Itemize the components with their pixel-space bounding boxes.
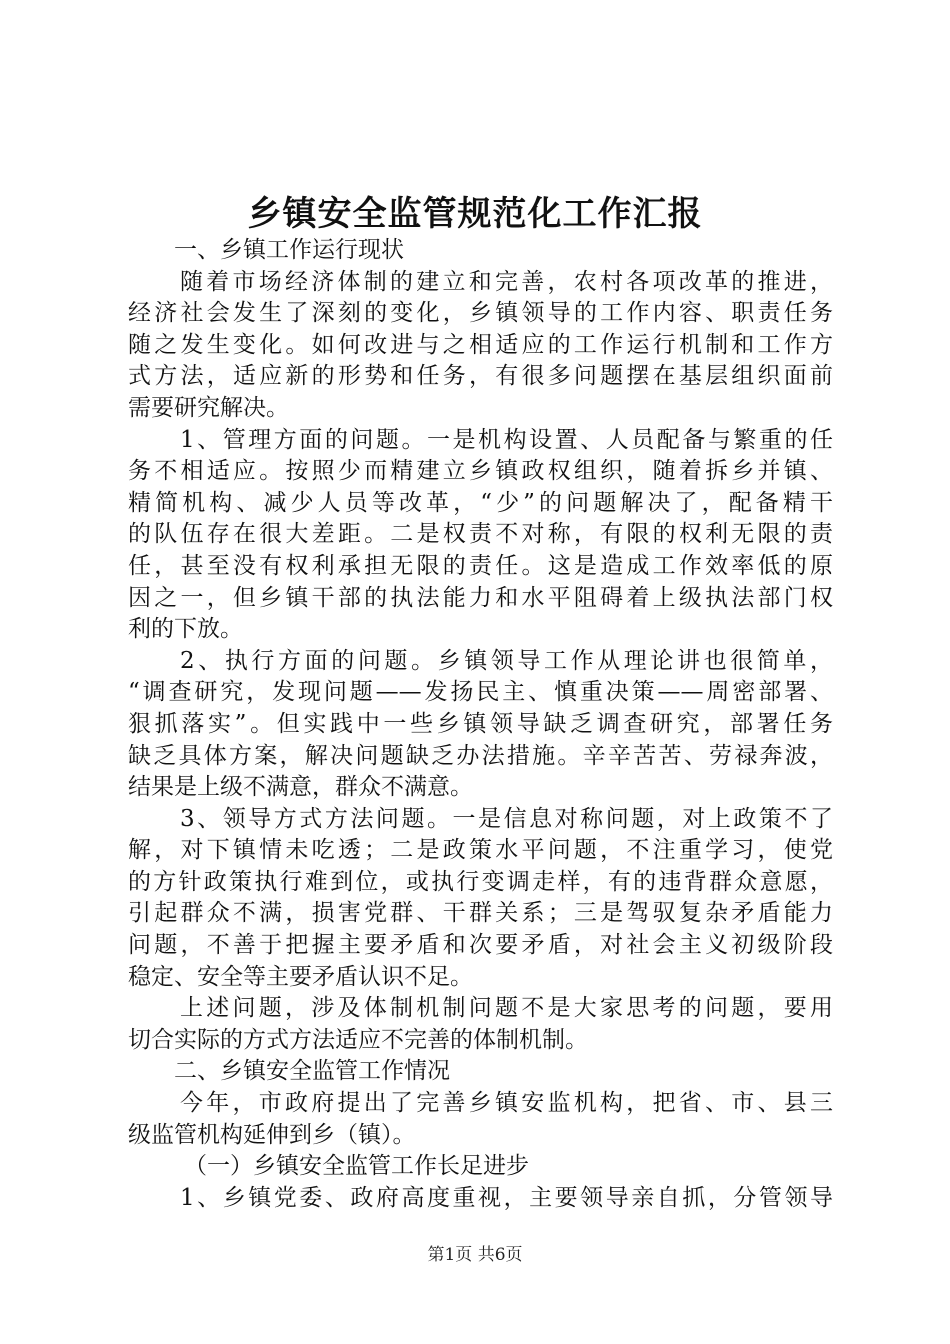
paragraph-line: 经济社会发生了深刻的变化，乡镇领导的工作内容、职责任务 xyxy=(128,300,833,327)
paragraph-line: 精简机构、减少人员等改革，“少”的问题解决了，配备精干 xyxy=(128,489,833,516)
paragraph-line: 结果是上级不满意，群众不满意。 xyxy=(128,774,473,801)
paragraph-line: 级监管机构延伸到乡（镇）。 xyxy=(128,1121,416,1148)
paragraph-line: 随之发生变化。如何改进与之相适应的工作运行机制和工作方 xyxy=(128,331,833,358)
paragraph-line: 的队伍存在很大差距。二是权责不对称，有限的权利无限的责 xyxy=(128,521,833,548)
section-heading-1: 一、乡镇工作运行现状 xyxy=(174,237,404,263)
paragraph-line: 1、乡镇党委、政府高度重视，主要领导亲自抓，分管领导 xyxy=(180,1184,833,1211)
paragraph-line: 稳定、安全等主要矛盾认识不足。 xyxy=(128,963,473,990)
paragraph-line: 缺乏具体方案，解决问题缺乏办法措施。辛辛苦苦、劳禄奔波， xyxy=(128,742,833,769)
paragraph-line: 的方针政策执行难到位，或执行变调走样，有的违背群众意愿， xyxy=(128,868,833,895)
paragraph-line: 引起群众不满，损害党群、干群关系；三是驾驭复杂矛盾能力 xyxy=(128,900,833,927)
paragraph-line: 解，对下镇情未吃透；二是政策水平问题，不注重学习，使党 xyxy=(128,837,833,864)
paragraph-line: 任，甚至没有权利承担无限的责任。这是造成工作效率低的原 xyxy=(128,552,833,579)
paragraph-line: 切合实际的方式方法适应不完善的体制机制。 xyxy=(128,1026,588,1053)
paragraph-line: 随着市场经济体制的建立和完善，农村各项改革的推进， xyxy=(180,268,833,295)
paragraph-line: 狠抓落实”。但实践中一些乡镇领导缺乏调查研究，部署任务 xyxy=(128,710,833,737)
page-number: 第1页 共6页 xyxy=(427,1245,523,1265)
paragraph-line: 利的下放。 xyxy=(128,616,243,643)
paragraph-line: 因之一，但乡镇干部的执法能力和水平阻碍着上级执法部门权 xyxy=(128,584,833,611)
paragraph-line: 今年，市政府提出了完善乡镇安监机构，把省、市、县三 xyxy=(180,1090,833,1117)
document-title: 乡镇安全监管规范化工作汇报 xyxy=(247,194,703,234)
document-body xyxy=(128,235,833,1214)
paragraph-line: 需要研究解决。 xyxy=(128,394,289,421)
paragraph-line: 上述问题，涉及体制机制问题不是大家思考的问题，要用 xyxy=(180,995,833,1022)
paragraph-line: 问题，不善于把握主要矛盾和次要矛盾，对社会主义初级阶段 xyxy=(128,932,833,959)
paragraph-line: 式方法，适应新的形势和任务，有很多问题摆在基层组织面前 xyxy=(128,363,833,390)
paragraph-line: 1、管理方面的问题。一是机构设置、人员配备与繁重的任 xyxy=(180,426,833,453)
subsection-heading: （一）乡镇安全监管工作长足进步 xyxy=(184,1153,529,1180)
paragraph-line: 务不相适应。按照少而精建立乡镇政权组织，随着拆乡并镇、 xyxy=(128,458,833,485)
paragraph-line: 3、领导方式方法问题。一是信息对称问题，对上政策不了 xyxy=(180,805,833,832)
paragraph-line: 2、执行方面的问题。乡镇领导工作从理论讲也很简单， xyxy=(180,647,833,674)
paragraph-line: “调查研究，发现问题——发扬民主、慎重决策——周密部署、 xyxy=(128,679,833,706)
section-heading-2: 二、乡镇安全监管工作情况 xyxy=(174,1058,450,1085)
